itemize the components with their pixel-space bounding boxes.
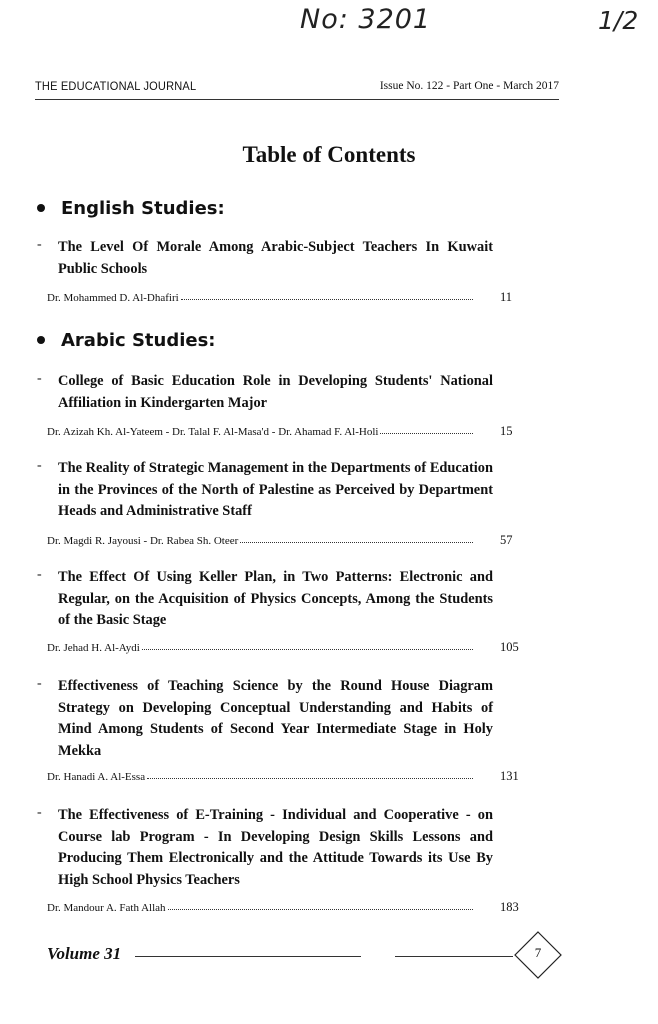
handwritten-page-mark: 1/2 — [598, 6, 639, 35]
dot-leader — [142, 649, 473, 650]
dash-marker: - — [37, 458, 42, 473]
handwritten-number: No: 3201 — [300, 4, 432, 35]
article-authors: Dr. Mohammed D. Al-Dhafiri — [47, 292, 179, 304]
page-number: 131 — [500, 769, 519, 783]
toc-entry[interactable] — [37, 567, 493, 632]
dash-marker: - — [37, 676, 42, 691]
dash-marker: - — [37, 371, 42, 386]
folio-number: 7 — [534, 945, 542, 960]
author-line — [47, 638, 475, 654]
article-title: The Effect Of Using Keller Plan, in Two Patterns: Electronic and Regular, on the Acquisition of Physics Concepts, Among the Students of the Basic Stage — [58, 569, 493, 628]
article-title: The Reality of Strategic Management in the Departments of Education in the Provinces of the North of Palestine as Perceived by Department Heads and Administrative Staff — [58, 460, 493, 519]
dash-marker: - — [37, 805, 42, 820]
author-line — [47, 531, 475, 547]
bullet-icon — [37, 204, 45, 212]
journal-name: THE EDUCATIONAL JOURNAL — [35, 79, 197, 93]
page-number: 15 — [500, 424, 513, 438]
author-line — [47, 898, 475, 914]
page-number: 105 — [500, 640, 519, 654]
dash-marker: - — [37, 567, 42, 582]
footer-rule — [395, 956, 513, 957]
page-footer — [47, 944, 567, 974]
author-line — [47, 767, 475, 783]
article-authors: Dr. Azizah Kh. Al-Yateem - Dr. Talal F. Al-Masa'd - Dr. Ahamad F. Al-Holi — [47, 426, 379, 438]
dot-leader — [181, 299, 473, 300]
article-title: The Effectiveness of E-Training - Individual and Cooperative - on Course lab Program - In Developing Design Skills Lessons and Producing Them Electronically and the Attitude Towards its Use By High School Physics Teachers — [58, 807, 493, 888]
article-title: The Level Of Morale Among Arabic-Subject Teachers In Kuwait Public Schools — [58, 239, 493, 277]
article-title: Effectiveness of Teaching Science by the Round House Diagram Strategy on Developing Conceptual Understanding and Habits of Mind Among Students of Second Year Intermediate Stage in Holy Mekka — [58, 678, 493, 759]
toc-entry[interactable] — [37, 371, 493, 414]
dash-marker: - — [37, 237, 42, 252]
dot-leader — [240, 542, 473, 543]
toc-entry[interactable] — [37, 458, 493, 523]
footer-rule — [135, 956, 361, 957]
toc-entry[interactable] — [37, 676, 493, 762]
article-authors: Dr. Hanadi A. Al-Essa — [47, 771, 146, 783]
bullet-icon — [37, 336, 45, 344]
dot-leader — [168, 909, 473, 910]
author-line — [47, 422, 475, 438]
page-number: 183 — [500, 900, 519, 914]
article-title: College of Basic Education Role in Developing Students' National Affiliation in Kindergarten Major — [58, 373, 493, 411]
page-number: 11 — [500, 290, 513, 304]
article-authors: Dr. Jehad H. Al-Aydi — [47, 642, 140, 654]
dot-leader — [147, 778, 473, 779]
dot-leader — [380, 433, 473, 434]
issue-info: Issue No. 122 - Part One - March 2017 — [379, 80, 559, 92]
section-heading-english: English Studies: — [37, 198, 225, 219]
article-authors: Dr. Mandour A. Fath Allah — [47, 902, 166, 914]
article-authors: Dr. Magdi R. Jayousi - Dr. Rabea Sh. Oteer — [47, 535, 239, 547]
author-line — [47, 288, 475, 304]
section-heading-arabic: Arabic Studies: — [37, 330, 216, 351]
volume-label: Volume 31 — [47, 944, 122, 963]
page-number: 57 — [500, 533, 513, 547]
running-header — [35, 79, 559, 100]
toc-entry[interactable] — [37, 805, 493, 891]
page-title: Table of Contents — [242, 142, 416, 167]
toc-entry[interactable] — [37, 237, 493, 280]
